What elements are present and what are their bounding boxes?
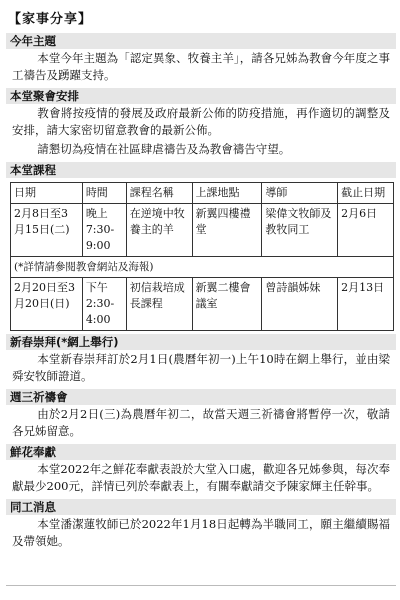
table-cell: 下午2:30-4:00	[82, 278, 126, 331]
theme-text: 本堂今年主題為「認定異象、牧養主羊」，請各兄姊為教會今年度之事工禱告及踴躍支持。	[12, 51, 390, 82]
gathering-text-2: 請懇切為疫情在社區肆虐禱告及為教會禱告守望。	[37, 142, 291, 156]
flower-offering-text: 本堂2022年之鮮花奉獻表設於大堂入口處，歡迎各兄姊參與，每次奉獻最少200元，詳情已列於奉獻表上，有關奉獻請交予陳家輝主任幹事。	[12, 462, 390, 493]
staff-news-text: 本堂潘潔蓮牧師已於2022年1月18日起轉為半職同工，願主繼續賜福及帶領她。	[12, 517, 390, 548]
table-row	[11, 204, 394, 257]
table-cell: 初信栽培成長課程	[126, 278, 192, 331]
table-cell: 2月20日至3月20日(日)	[11, 278, 83, 331]
table-header-row	[11, 183, 394, 204]
table-cell: 晚上7:30-9:00	[82, 204, 126, 257]
page-bottom-divider	[6, 585, 396, 586]
column-header: 截止日期	[338, 183, 394, 204]
section-header-staff-news: 同工消息	[6, 499, 396, 515]
section-header-gathering: 本堂聚會安排	[6, 88, 396, 104]
table-cell: 2月6日	[338, 204, 394, 257]
section-header-flower-offering: 鮮花奉獻	[6, 444, 396, 460]
spring-worship-text: 本堂新春崇拜訂於2月1日(農曆年初一)上午10時在網上舉行，並由梁舜安牧師證道。	[12, 352, 390, 383]
column-header: 上課地點	[192, 183, 262, 204]
table-cell: 在逆境中牧養主的羊	[126, 204, 192, 257]
table-cell: 曾詩韻姊妹	[262, 278, 338, 331]
column-header: 課程名稱	[126, 183, 192, 204]
column-header: 導師	[262, 183, 338, 204]
table-note-row	[11, 257, 394, 278]
section-header-theme: 今年主題	[6, 33, 396, 49]
page-title: 【家事分享】	[8, 12, 93, 27]
table-cell: 梁偉文牧師及教牧同工	[262, 204, 338, 257]
section-header-wednesday-prayer: 週三祈禱會	[6, 389, 396, 405]
section-header-courses: 本堂課程	[6, 162, 396, 178]
wednesday-prayer-text: 由於2月2日(三)為農曆年初二，故當天週三祈禱會將暫停一次，敬請各兄姊留意。	[12, 407, 390, 438]
table-cell: 新翼四樓禮堂	[192, 204, 262, 257]
table-cell: 新翼二樓會議室	[192, 278, 262, 331]
table-cell: 2月13日	[338, 278, 394, 331]
course-table	[10, 182, 394, 331]
section-header-spring-worship: 新春崇拜(*網上舉行)	[6, 334, 396, 350]
column-header: 日期	[11, 183, 83, 204]
table-cell: 2月8日至3月15日(二)	[11, 204, 83, 257]
table-row	[11, 278, 394, 331]
column-header: 時間	[82, 183, 126, 204]
gathering-text-1: 教會將按疫情的發展及政府最新公佈的防疫措施，再作適切的調整及安排，請大家密切留意教會的最新公佈。	[12, 106, 390, 137]
table-note: (*詳情請參閱教會網站及海報)	[11, 257, 394, 278]
